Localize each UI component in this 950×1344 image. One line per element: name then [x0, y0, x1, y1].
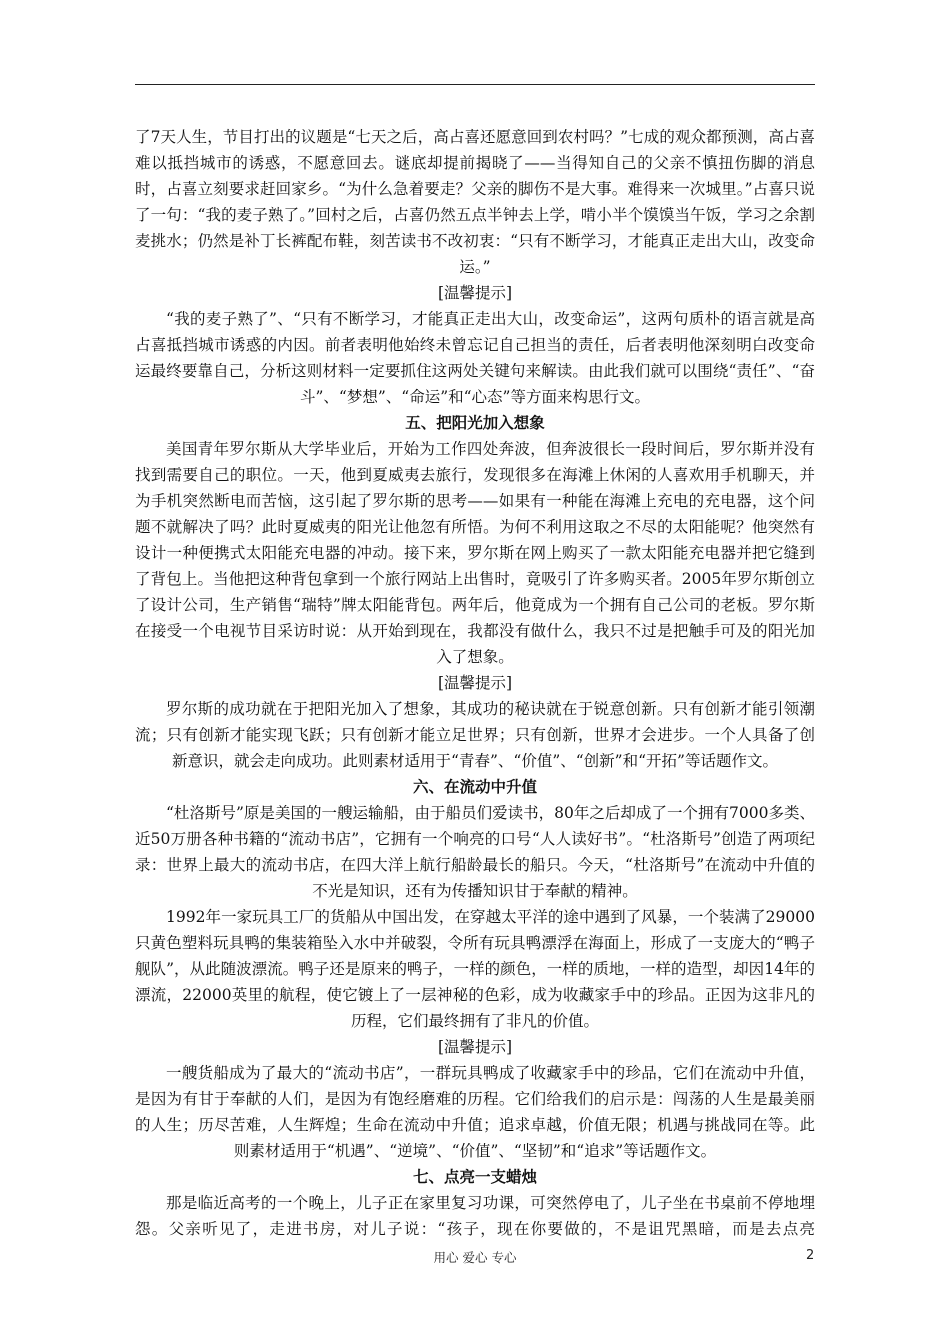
section-heading: 七、点亮一支蜡烛	[412, 1168, 537, 1186]
body-paragraph: 1992年一家玩具工厂的货船从中国出发，在穿越太平洋的途中遇到了风暴，一个装满了29000只黄色塑料玩具鸭的集装箱坠入水中并破裂，令所有玩具鸭漂浮在海面上，形成了一支庞大的“鸭子舰队”，从此随波漂流。鸭子还是原来的鸭子，一样的颜色，一样的质地，一样的造型，却因14年的漂流，22000英里的航程，使它镀上了一层神秘的色彩，成为收藏家手中的珍品。正因为这非凡的历程，它们最终拥有了非凡的价值。	[135, 908, 815, 1030]
section-heading: 五、把阳光加入想象	[405, 414, 545, 432]
header-rule	[135, 84, 815, 85]
section-heading: 六、在流动中升值	[412, 778, 537, 796]
tip-label: [温馨提示]	[437, 284, 513, 302]
page-footer: 用心 爱心 专心	[433, 1250, 517, 1265]
body-paragraph: 那是临近高考的一个晚上，儿子正在家里复习功课，可突然停电了，儿子坐在书桌前不停地埋怨。父亲听见了，走进书房，对儿子说：“孩子，现在你要做的，不是诅咒黑暗，而是去点亮	[135, 1194, 815, 1238]
body-paragraph: 一艘货船成为了最大的“流动书店”，一群玩具鸭成了收藏家手中的珍品，它们在流动中升值，是因为有甘于奉献的人们，是因为有饱经磨难的历程。它们给我们的启示是：闯荡的人生是最美丽的人生；历尽苦难，人生辉煌；生命在流动中升值；追求卓越，价值无限；机遇与挑战同在等。此则素材适用于“机遇”、“逆境”、“价值”、“坚韧”和“追求”等话题作文。	[135, 1064, 815, 1160]
body-paragraph: “杜洛斯号”原是美国的一艘运输船，由于船员们爱读书，80年之后却成了一个拥有7000多类、近50万册各种书籍的“流动书店”，它拥有一个响亮的口号“人人读好书”。“杜洛斯号”创造了两项纪录：世界上最大的流动书店，在四大洋上航行船龄最长的船只。今天，“杜洛斯号”在流动中升值的不光是知识，还有为传播知识甘于奉献的精神。	[135, 804, 815, 900]
page-number: 2	[806, 1248, 815, 1263]
body-paragraph: 美国青年罗尔斯从大学毕业后，开始为工作四处奔波，但奔波很长一段时间后，罗尔斯并没有找到需要自己的职位。一天，他到夏威夷去旅行，发现很多在海滩上休闲的人喜欢用手机聊天，并为手机突然断电而苦恼，这引起了罗尔斯的思考——如果有一种能在海滩上充电的充电器，这个问题不就解决了吗？此时夏威夷的阳光让他忽有所悟。为何不利用这取之不尽的太阳能呢？他突然有设计一种便携式太阳能充电器的冲动。接下来，罗尔斯在网上购买了一款太阳能充电器并把它缝到了背包上。当他把这种背包拿到一个旅行网站上出售时，竟吸引了许多购买者。2005年罗尔斯创立了设计公司，生产销售“瑞特”牌太阳能背包。两年后，他竟成为一个拥有自己公司的老板。罗尔斯在接受一个电视节目采访时说：从开始到现在，我都没有做什么，我只不过是把触手可及的阳光加入了想象。	[135, 440, 815, 666]
body-paragraph: 罗尔斯的成功就在于把阳光加入了想象，其成功的秘诀就在于锐意创新。只有创新才能引领潮流；只有创新才能实现飞跃；只有创新才能立足世界；只有创新，世界才会进步。一个人具备了创新意识，就会走向成功。此则素材适用于“青春”、“价值”、“创新”和“开拓”等话题作文。	[135, 700, 815, 770]
body-paragraph: “我的麦子熟了”、“只有不断学习，才能真正走出大山，改变命运”，这两句质朴的语言就是高占喜抵挡城市诱惑的内因。前者表明他始终未曾忘记自己担当的责任，后者表明他深刻明白改变命运最终要靠自己，分析这则材料一定要抓住这两处关键句来解读。由此我们就可以围绕“责任”、“奋斗”、“梦想”、“命运”和“心态”等方面来构思行文。	[135, 310, 815, 406]
body-paragraph: 了7天人生，节目打出的议题是“七天之后，高占喜还愿意回到农村吗？”七成的观众都预测，高占喜难以抵挡城市的诱惑，不愿意回去。谜底却提前揭晓了——当得知自己的父亲不慎扭伤脚的消息时，占喜立刻要求赶回家乡。“为什么急着要走？父亲的脚伤不是大事。难得来一次城里。”占喜只说了一句：“我的麦子熟了。”回村之后，占喜仍然五点半钟去上学，啃小半个馍馍当午饭，学习之余割麦挑水；仍然是补丁长裤配布鞋，刻苦读书不改初衷：“只有不断学习，才能真正走出大山，改变命运。”	[135, 128, 815, 276]
tip-label: [温馨提示]	[437, 674, 513, 692]
tip-label: [温馨提示]	[437, 1038, 513, 1056]
document-body	[135, 124, 815, 1242]
